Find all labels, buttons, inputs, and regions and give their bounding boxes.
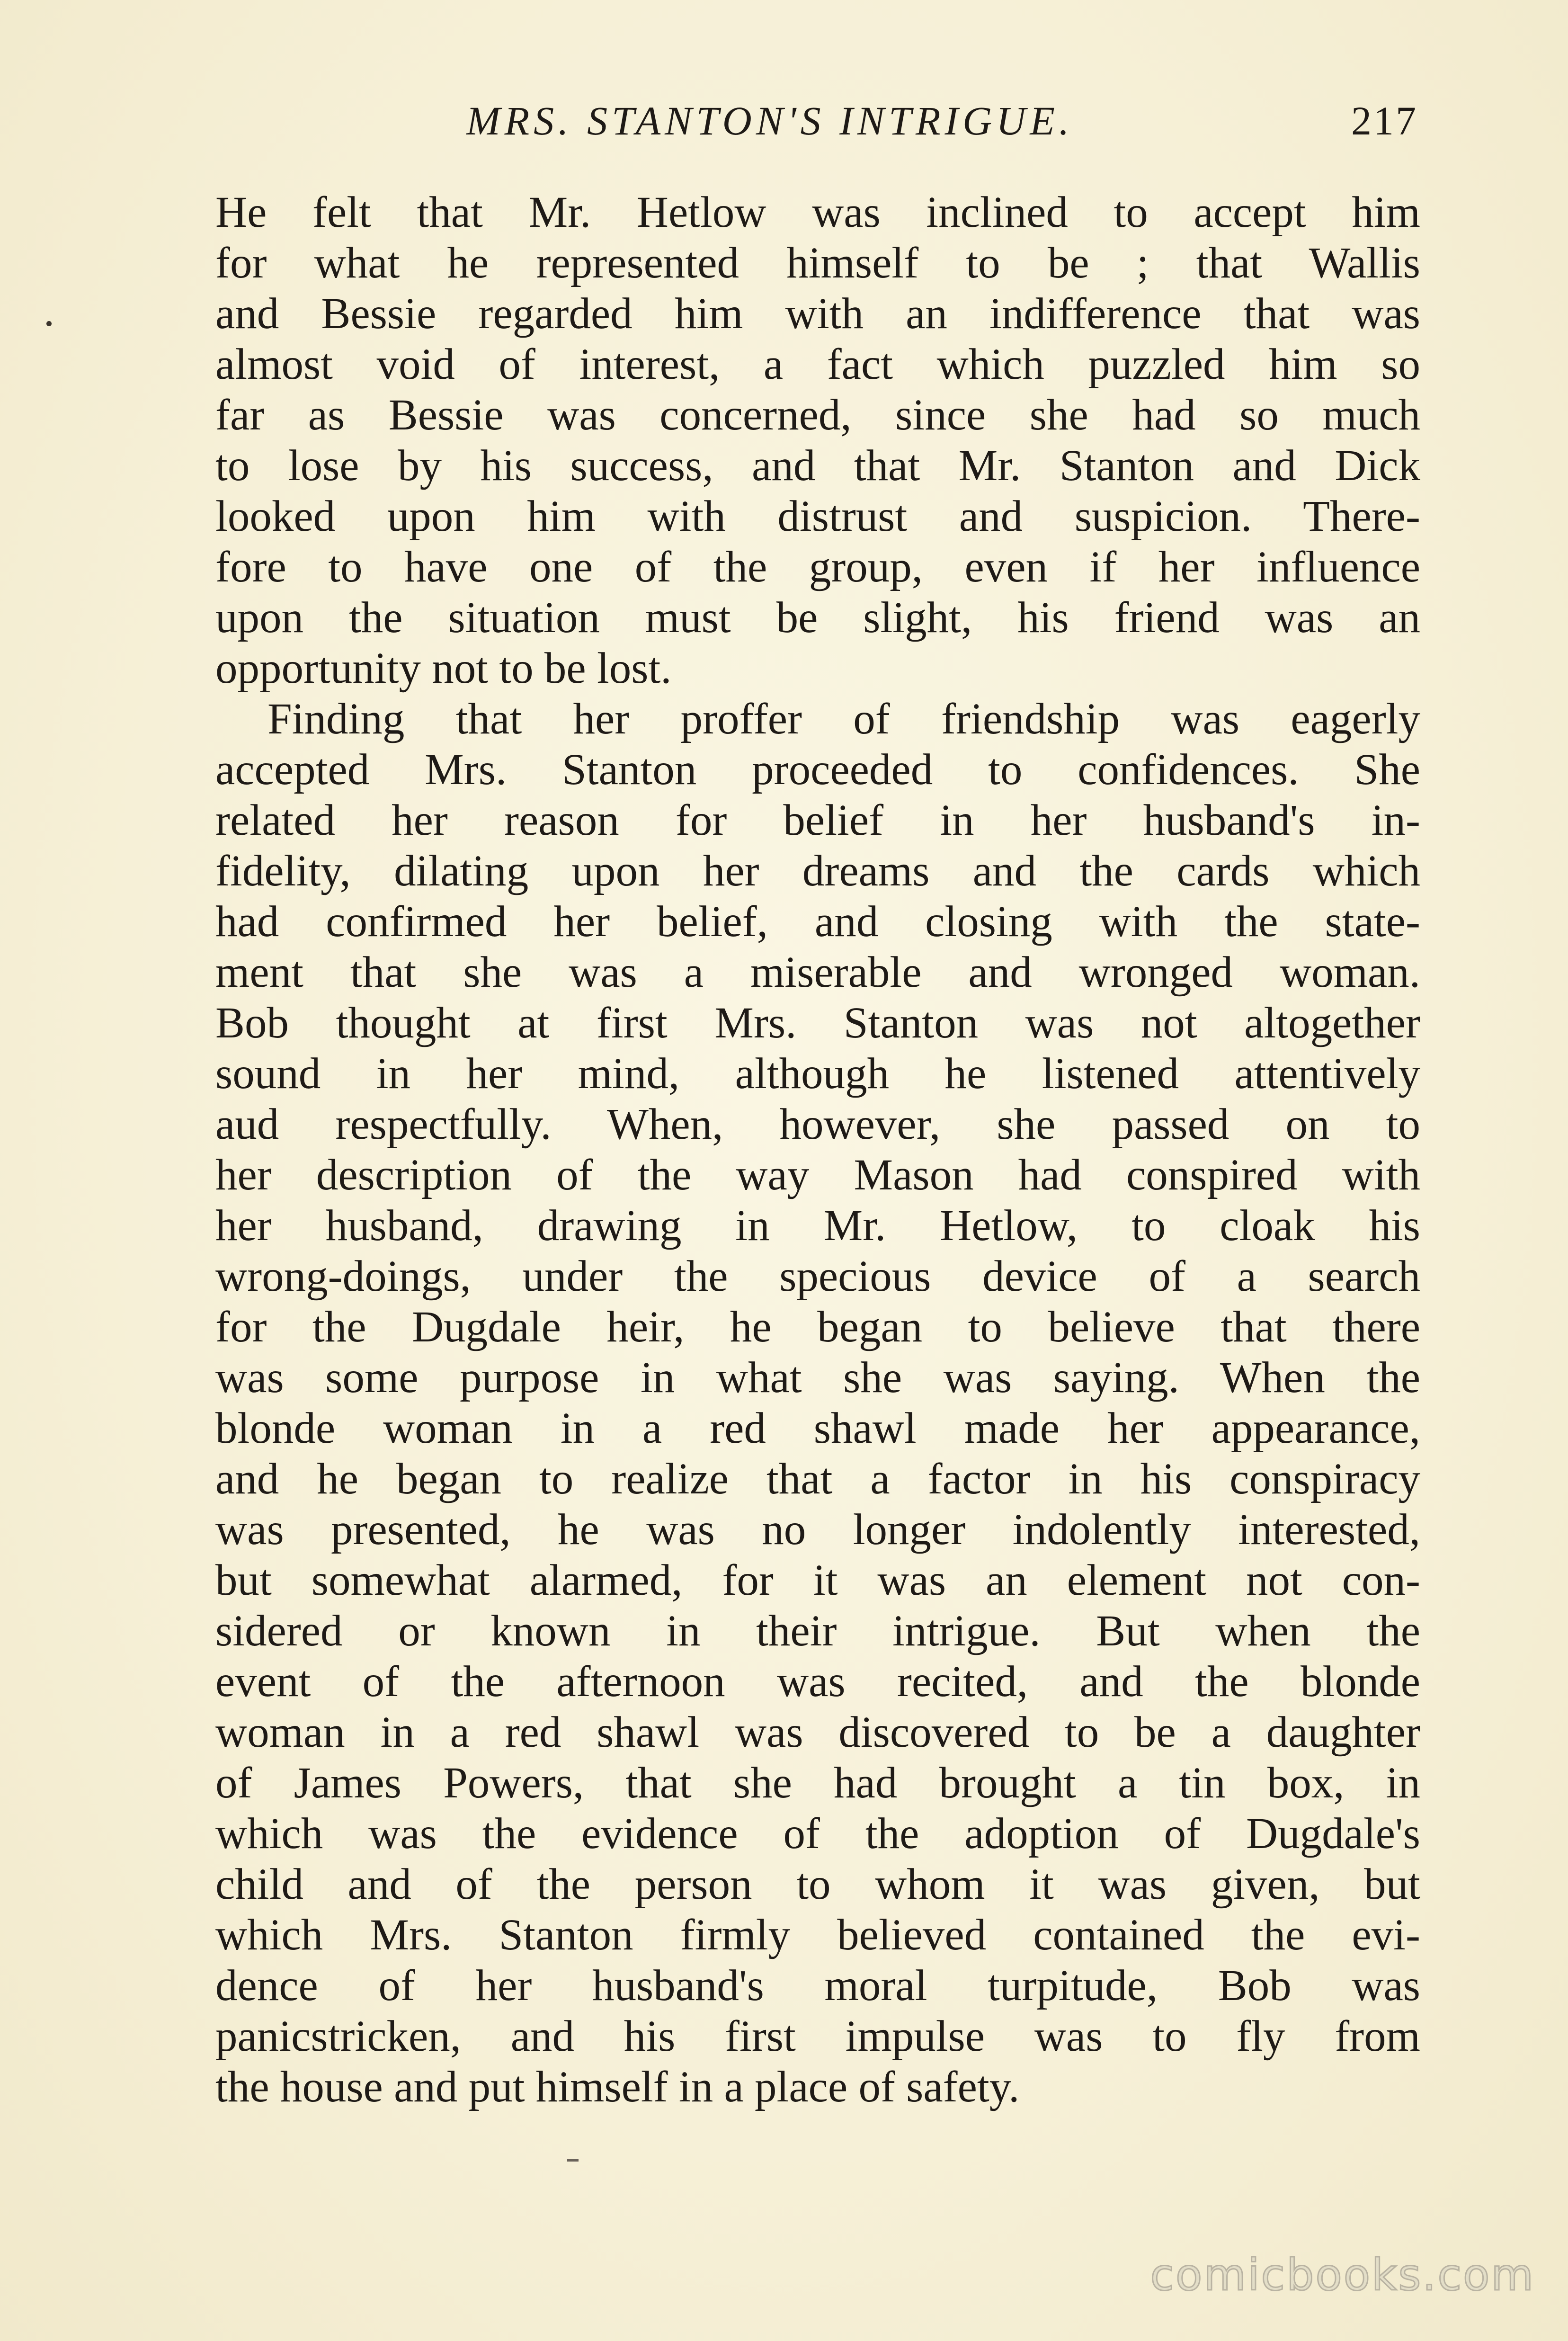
text-line: He felt that Mr. Hetlow was inclined to accept him [215,188,1420,237]
text-line: but somewhat alarmed, for it was an element not con- [215,1556,1420,1605]
text-line: and Bessie regarded him with an indifference that was [215,289,1420,338]
text-line: fidelity, dilating upon her dreams and the cards which [215,847,1420,895]
text-line: for the Dugdale heir, he began to believe that there [215,1303,1420,1351]
margin-speck [46,321,52,326]
text-line: wrong-doings, under the specious device of a search [215,1252,1420,1301]
paragraph-1 [215,187,1420,694]
text-line: event of the afternoon was recited, and the blonde [215,1657,1420,1706]
text-line: child and of the person to whom it was given, but [215,1860,1420,1909]
text-line: was some purpose in what she was saying. When the [215,1353,1420,1402]
text-line: her description of the way Mason had conspired with [215,1151,1420,1199]
text-line: Bob thought at first Mrs. Stanton was not altogether [215,999,1420,1047]
text-line: panicstricken, and his first impulse was to fly from [215,2012,1420,2061]
page-number: 217 [1351,98,1418,143]
text-line: accepted Mrs. Stanton proceeded to confidences. She [215,745,1420,794]
text-line: ment that she was a miserable and wronged woman. [215,948,1420,997]
text-line: blonde woman in a red shawl made her appearance, [215,1404,1420,1453]
text-line: dence of her husband's moral turpitude, Bob was [215,1961,1420,2010]
text-line: aud respectfully. When, however, she passed on to [215,1100,1420,1149]
paragraph-2 [215,694,1420,2112]
text-line: almost void of interest, a fact which puzzled him so [215,340,1420,389]
text-line: which was the evidence of the adoption of Dugdale's [215,1809,1420,1858]
text-line: and he began to realize that a factor in his conspiracy [215,1455,1420,1503]
text-line: sidered or known in their intrigue. But when the [215,1607,1420,1655]
running-title: MRS. STANTON'S INTRIGUE. [466,98,1074,143]
body-text [215,187,1420,2112]
text-line: opportunity not to be lost. [215,644,672,693]
text-line: sound in her mind, although he listened attentively [215,1049,1420,1098]
text-line: looked upon him with distrust and suspicion. There- [215,492,1420,541]
watermark: comicbooks.com [1150,2250,1535,2300]
text-line: was presented, he was no longer indolently interested, [215,1505,1420,1554]
text-line: upon the situation must be slight, his friend was an [215,593,1420,642]
text-line: fore to have one of the group, even if her influence [215,543,1420,591]
running-header [215,97,1418,149]
text-line: woman in a red shawl was discovered to be a daughter [215,1708,1420,1757]
text-line: her husband, drawing in Mr. Hetlow, to cloak his [215,1201,1420,1250]
text-line: of James Powers, that she had brought a tin box, in [215,1759,1420,1807]
text-line: had confirmed her belief, and closing with the state- [215,897,1420,946]
footer-mark [567,2159,579,2162]
text-line: to lose by his success, and that Mr. Stanton and Dick [215,441,1420,490]
text-line: Finding that her proffer of friendship was eagerly [267,695,1420,743]
text-line: far as Bessie was concerned, since she had so much [215,391,1420,439]
text-line: related her reason for belief in her husband's in- [215,796,1420,845]
text-line: the house and put himself in a place of safety. [215,2063,1020,2111]
text-line: for what he represented himself to be ; that Wallis [215,239,1420,287]
text-line: which Mrs. Stanton firmly believed contained the evi- [215,1911,1420,1959]
